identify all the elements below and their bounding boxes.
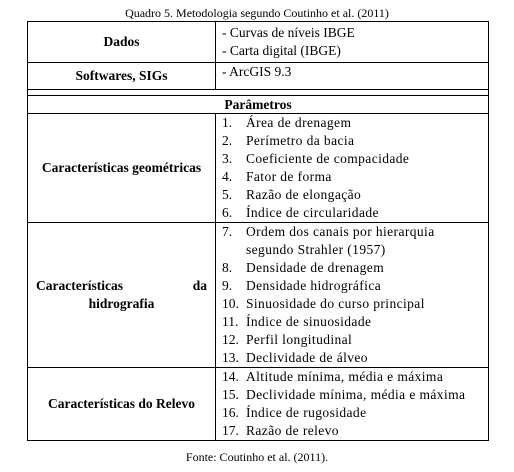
- item-number: 14.: [222, 369, 239, 384]
- item-number: 5.: [222, 187, 233, 202]
- item-text: Razão de elongação: [246, 187, 362, 202]
- item-number: 16.: [222, 405, 239, 420]
- item-text: Densidade de drenagem: [246, 260, 385, 275]
- row-label-relevo: Características do Relevo: [28, 368, 216, 441]
- row-label-softwares: Softwares, SIGs: [28, 63, 216, 90]
- dados-line: - Curvas de níveis IBGE: [222, 25, 355, 40]
- list-item: [222, 277, 484, 295]
- table-row: [28, 96, 489, 114]
- item-number: 7.: [222, 224, 233, 239]
- table-source: Fonte: Coutinho et al. (2011).: [185, 450, 329, 464]
- item-number: 17.: [222, 423, 239, 438]
- table-row: [28, 63, 489, 90]
- list-item: [222, 132, 484, 150]
- list-item: [222, 295, 484, 313]
- relevo-cell: [216, 368, 489, 441]
- methodology-table: [27, 21, 489, 441]
- item-text: Densidade hidrográfica: [246, 278, 382, 293]
- row-label-dados: Dados: [28, 22, 216, 63]
- table-caption: Quadro 5. Metodologia segundo Coutinho et al. (2011): [125, 6, 389, 20]
- row-label-hidrografia: Características da hidrografia: [28, 223, 216, 368]
- list-item: [222, 204, 484, 222]
- item-text: Perímetro da bacia: [246, 133, 355, 148]
- list-item: [222, 223, 484, 259]
- item-text: Fator de forma: [246, 169, 332, 184]
- item-text: Área de drenagem: [246, 115, 352, 130]
- dados-cell: [216, 22, 489, 63]
- item-text: Sinuosidade do curso principal: [246, 296, 425, 311]
- item-text: Razão de relevo: [246, 423, 339, 438]
- item-number: 13.: [222, 350, 239, 365]
- list-item: [222, 368, 484, 386]
- item-number: 8.: [222, 260, 233, 275]
- item-text: Coeficiente de compacidade: [246, 151, 410, 166]
- item-number: 1.: [222, 115, 233, 130]
- hidrografia-cell: [216, 223, 489, 368]
- item-text: Declividade de álveo: [246, 350, 368, 365]
- geometricas-cell: [216, 114, 489, 223]
- item-text: Índice de circularidade: [246, 205, 379, 220]
- list-item: [222, 259, 484, 277]
- list-item: [222, 114, 484, 132]
- softwares-cell: [216, 63, 489, 90]
- item-text: Índice de rugosidade: [246, 405, 367, 420]
- item-text: Perfil longitudinal: [246, 332, 353, 347]
- dados-line: - Carta digital (IBGE): [222, 43, 341, 58]
- list-item: [222, 331, 484, 349]
- item-number: 9.: [222, 278, 233, 293]
- table-row: [28, 22, 489, 63]
- row-label-geometricas: Características geométricas: [28, 114, 216, 223]
- table-row: [28, 368, 489, 441]
- item-number: 3.: [222, 151, 233, 166]
- item-text: Índice de sinuosidade: [246, 314, 372, 329]
- item-number: 2.: [222, 133, 233, 148]
- item-number: 6.: [222, 205, 233, 220]
- parametros-header: Parâmetros: [28, 96, 489, 114]
- item-number: 15.: [222, 387, 239, 402]
- list-item: [222, 404, 484, 422]
- table-row: [28, 114, 489, 223]
- table-row: [28, 223, 489, 368]
- item-text: Altitude mínima, média e máxima: [246, 369, 444, 384]
- item-number: 10.: [222, 296, 239, 311]
- list-item: [222, 150, 484, 168]
- list-item: [222, 313, 484, 331]
- item-text: Declividade mínima, média e máxima: [246, 387, 466, 402]
- list-item: [222, 349, 484, 367]
- softwares-line: - ArcGIS 9.3: [222, 64, 292, 79]
- list-item: [222, 422, 484, 440]
- item-number: 4.: [222, 169, 233, 184]
- item-number: 12.: [222, 332, 239, 347]
- list-item: [222, 186, 484, 204]
- list-item: [222, 386, 484, 404]
- item-text: Ordem dos canais por hierarquia segundo Strahler (1957): [246, 224, 435, 257]
- list-item: [222, 168, 484, 186]
- item-number: 11.: [222, 314, 239, 329]
